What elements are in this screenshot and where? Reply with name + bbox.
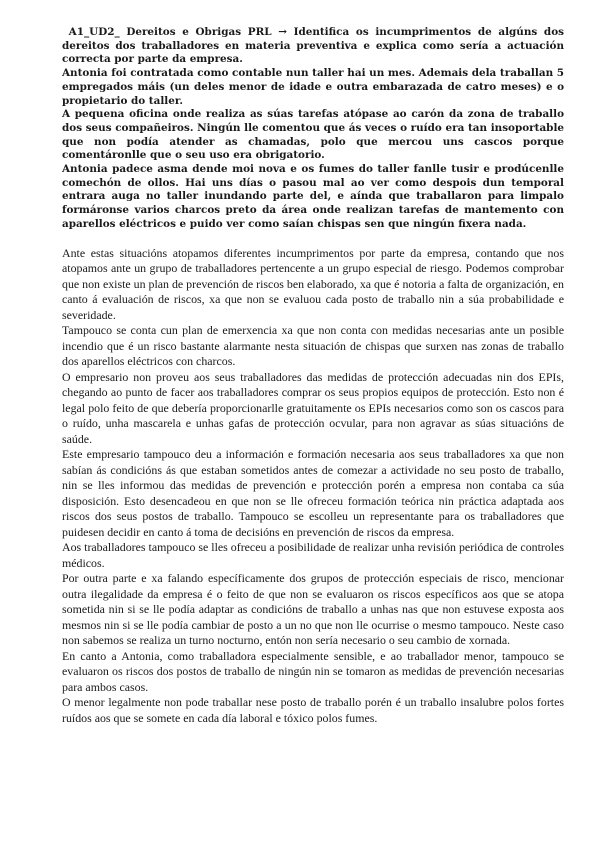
answer-paragraph-7: En canto a Antonia, como traballadora especialmente sensible, e ao traballador menor, tampouco se evaluaron os riscos dos postos de traballo de ningún nin se tomaron as medidas de prevención necesarias para ambos casos. bbox=[62, 648, 564, 694]
task-instruction: Identifica os incumprimentos de algúns dos dereitos dos traballadores en materia preventiva e explica como sería a actuación correcta por parte da empresa. bbox=[62, 26, 564, 66]
answer-paragraph-1: Ante estas situacións atopamos diferentes incumprimentos por parte da empresa, contando que nos atopamos ante un grupo de traballadores pertencente a un grupo especial de riesgo. Podemos comprobar que non existe un plan de prevención de riscos ben elaborado, xa que é notoria a falta de organización, en canto á evaluación de riscos, xa que non se evaluou cada posto de traballo nin a súa probabilidade e severidade. bbox=[62, 245, 564, 322]
answer-paragraph-6: Por outra parte e xa falando específicamente dos grupos de protección especiais de risco, mencionar outra ilegalidade da empresa é o feito de que non se evaluaron os riscos específicos aos que se atopa sometida nin si se lle podía adaptar as condicións de traballo a unhas nas que non estuvese exposta aos mesmos nin si se lle podía cambiar de posto a un no que non lle ocurrise o mesmo tampouco. Neste caso non sabemos se realiza un turno nocturno, entón non sería necesario o seu cambio de xornada. bbox=[62, 571, 564, 648]
answer-paragraph-2: Tampouco se conta cun plan de emerxencia xa que non conta con medidas necesarias ante un posible incendio que é un risco bastante alarmante nesta situación de chispas que surxen nas zonas de traballo dos aparellos eléctricos con charcos. bbox=[62, 323, 564, 369]
case-paragraph-1: Antonia foi contratada como contable nun taller hai un mes. Ademais dela traballan 5 empregados máis (un deles menor de idade e outra embarazada de catro meses) e o propietario do taller. bbox=[62, 67, 564, 107]
task-title: A1_UD2_ Dereitos e Obrigas PRL bbox=[68, 26, 272, 38]
answer-paragraph-8: O menor legalmente non pode traballar nese posto de traballo porén é un traballo insalubre polos fortes ruídos aos que se somete en cada día laboral e tóxico polos fumes. bbox=[62, 695, 564, 725]
answer-paragraph-4: Este empresario tampouco deu a información e formación necesaria aos seus traballadores xa que non sabían ás condicións ás que estaban sometidos antes de comezar a actividade no seu posto de traballo, nin se lles informou das medidas de prevención e protección porén a empresa non contaba ca súa disposición. Esto desencadeou en que non se lle ofreceu formación teórica nin práctica adaptada aos riscos dos seus postos de traballo. Tampouco se escolleu un representante para os traballadores que puidesen decidir en canto á toma de decisións en prevención de riscos da empresa. bbox=[62, 447, 564, 539]
answer-paragraph-5: Aos traballadores tampouco se lles ofreceu a posibilidade de realizar unha revisión periódica de controles médicos. bbox=[62, 540, 564, 570]
answer-paragraph-3: O empresario non proveu aos seus traballadores das medidas de protección adecuadas nin dos EPIs, chegando ao punto de facer aos traballadores comprar os seus propios equipos de protección. Esto non é legal polo feito de que debería proporcionarlle gratuitamente os EPIs necesarios como son os cascos para o ruído, unha mascarela e unhas gafas de protección ocvular, para non agravar as súas situacións de saúde. bbox=[62, 369, 564, 446]
arrow-icon: → bbox=[278, 26, 287, 38]
task-heading bbox=[62, 26, 564, 67]
answer-section bbox=[62, 246, 564, 727]
case-paragraph-2: A pequena oficina onde realiza as súas tarefas atópase ao carón da zona de traballo dos seus compañeiros. Ningún lle comentou que ás veces o ruído era tan insoportable que non podía atender as chamadas, polo que mercou uns cascos porque comentáronlle que o seu uso era obrigatorio. bbox=[62, 108, 564, 162]
case-paragraph-3: Antonia padece asma dende moi nova e os fumes do taller fanlle tusir e prodúcenlle comechón de ollos. Hai uns días o pasou mal ao ver como despois dun temporal entrara auga no taller inundando parte del, e aínda que traballaron para limpalo formáronse varios charcos preto da área onde realizan tarefas de mantemento con aparellos eléctricos e puido ver como saían chispas sen que ningún fixera nada. bbox=[62, 163, 564, 230]
